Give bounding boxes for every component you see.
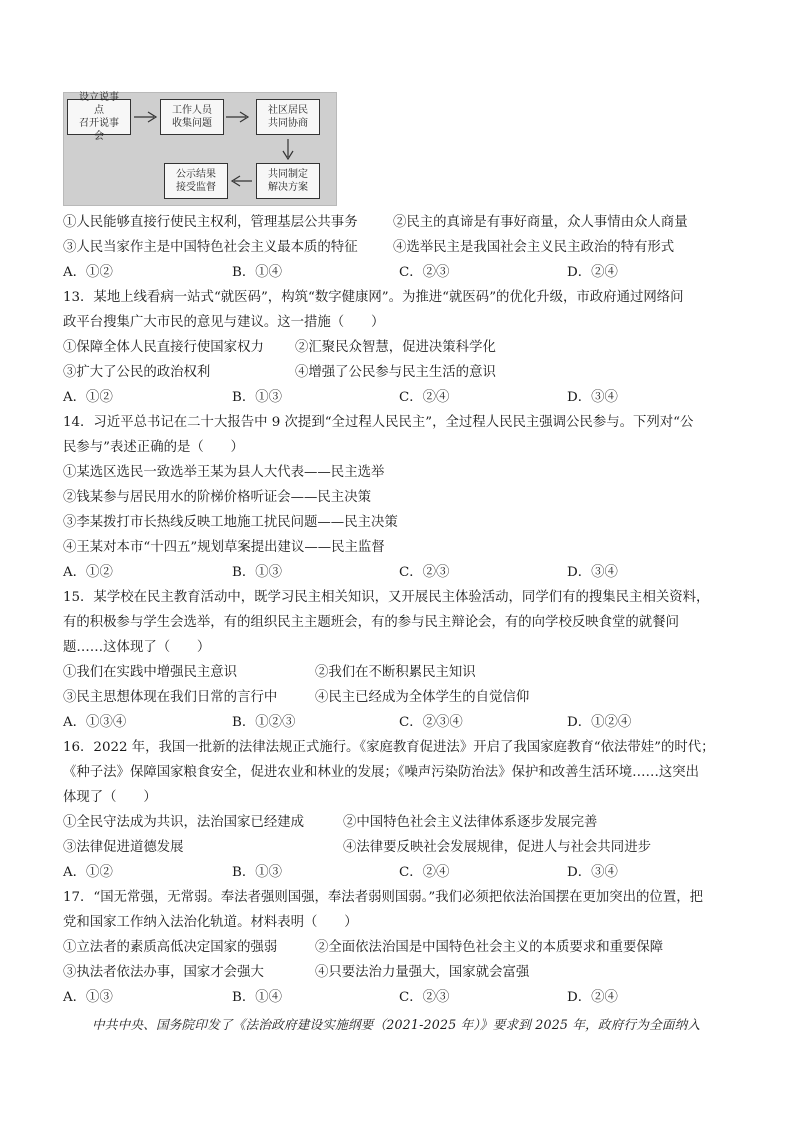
- q12-choice-c: C．②③: [399, 265, 450, 280]
- q16-option-3: ③法律促进道德发展: [63, 840, 184, 855]
- flow-step-2-label: 工作人员 收集问题: [172, 105, 212, 129]
- q13-option-3: ③扩大了公民的政治权利: [63, 365, 211, 380]
- flow-step-4-label: 共同制定 解决方案: [268, 169, 308, 193]
- flow-step-1-label: 设立说事点 召开说事会: [79, 92, 119, 142]
- flow-step-4: [256, 163, 320, 199]
- q17-option-1: ①立法者的素质高低决定国家的强弱: [63, 940, 278, 955]
- q17-stem-line-1: 17．“国无常强，无常弱。奉法者强则国强，奉法者弱则国弱。”我们必须把依法治国摆在更加突出的位置，把: [63, 890, 703, 905]
- q15-stem-line-1: 15．某学校在民主教育活动中，既学习民主相关知识，又开展民主体验活动，同学们有的搜集民主相关资料，: [63, 590, 710, 605]
- q17-option-2: ②全面依法治国是中国特色社会主义的本质要求和重要保障: [315, 940, 664, 955]
- q15-choice-a: A．①③④: [63, 715, 127, 730]
- q16-option-4: ④法律要反映社会发展规律，促进人与社会共同进步: [343, 840, 651, 855]
- q13-choice-a: A．①②: [63, 390, 113, 405]
- flow-step-5-label: 公示结果 接受监督: [176, 169, 216, 193]
- q14-option-3: ③李某拨打市长热线反映工地施工扰民问题——民主决策: [63, 515, 398, 530]
- q12-choice-a: A．①②: [63, 265, 113, 280]
- q12-choice-b: B．①④: [232, 265, 283, 280]
- q12-option-2: ②民主的真谛是有事好商量，众人事情由众人商量: [393, 215, 688, 230]
- q16-choice-c: C．②④: [399, 865, 450, 880]
- flow-step-5: [164, 163, 228, 199]
- q16-option-2: ②中国特色社会主义法律体系逐步发展完善: [343, 815, 598, 830]
- q12-option-4: ④选举民主是我国社会主义民主政治的特有形式: [393, 240, 675, 255]
- q14-choice-a: A．①②: [63, 565, 113, 580]
- q17-stem-line-2: 党和国家工作纳入法治化轨道。材料表明（ ）: [63, 915, 358, 930]
- q12-option-3: ③人民当家作主是中国特色社会主义最本质的特征: [63, 240, 358, 255]
- q13-stem-line-1: 13．某地上线看病一站式“就医码”，构筑“数字健康网”。为推进“就医码”的优化升级，市政府通过网络问: [63, 290, 684, 305]
- q16-choice-b: B．①③: [232, 865, 283, 880]
- q16-choice-a: A．①②: [63, 865, 113, 880]
- q13-choice-c: C．②④: [399, 390, 450, 405]
- q13-choice-d: D．③④: [567, 390, 618, 405]
- flow-step-1: [67, 92, 131, 142]
- q15-choice-b: B．①②③: [232, 715, 296, 730]
- q14-option-2: ②钱某参与居民用水的阶梯价格听证会——民主决策: [63, 490, 371, 505]
- q15-choice-c: C．②③④: [399, 715, 463, 730]
- q13-option-4: ④增强了公民参与民主生活的意识: [295, 365, 496, 380]
- q14-choice-d: D．③④: [567, 565, 618, 580]
- q15-option-4: ④民主已经成为全体学生的自觉信仰: [315, 690, 530, 705]
- q14-stem-line-2: 民参与”表述正确的是（ ）: [63, 440, 244, 455]
- q17-choice-d: D．②④: [567, 990, 618, 1005]
- q15-stem-line-2: 有的积极参与学生会选举，有的组织民主主题班会，有的参与民主辩论会，有的向学校反映食堂的就餐问: [63, 615, 679, 630]
- q17-choice-b: B．①④: [232, 990, 283, 1005]
- q15-option-1: ①我们在实践中增强民主意识: [63, 665, 238, 680]
- flow-step-3: [256, 99, 320, 135]
- q16-stem-line-3: 体现了（ ）: [63, 790, 157, 805]
- q16-choice-d: D．③④: [567, 865, 618, 880]
- q15-option-2: ②我们在不断积累民主知识: [315, 665, 476, 680]
- q15-stem-line-3: 题……这体现了（ ）: [63, 640, 211, 655]
- q16-stem-line-1: 16．2022 年，我国一批新的法律法规正式施行。《家庭教育促进法》开启了我国家庭教育“依法带娃”的时代；: [63, 740, 715, 755]
- q15-option-3: ③民主思想体现在我们日常的言行中: [63, 690, 278, 705]
- q17-choice-a: A．①③: [63, 990, 113, 1005]
- q17-option-4: ④只要法治力量强大，国家就会富强: [315, 965, 530, 980]
- q18-material-line: 中共中央、国务院印发了《法治政府建设实施纲要（2021-2025 年）》要求到 2025 年，政府行为全面纳入: [92, 1017, 701, 1032]
- q14-choice-c: C．②③: [399, 565, 450, 580]
- flow-step-2: [160, 99, 224, 135]
- q12-choice-d: D．②④: [567, 265, 618, 280]
- q14-choice-b: B．①③: [232, 565, 283, 580]
- q13-option-2: ②汇聚民众智慧，促进决策科学化: [295, 340, 496, 355]
- q17-choice-c: C．②③: [399, 990, 450, 1005]
- q13-choice-b: B．①③: [232, 390, 283, 405]
- flow-step-3-label: 社区居民 共同协商: [268, 105, 308, 129]
- q16-option-1: ①全民守法成为共识，法治国家已经建成: [63, 815, 305, 830]
- q13-option-1: ①保障全体人民直接行使国家权力: [63, 340, 264, 355]
- q14-stem-line-1: 14．习近平总书记在二十大报告中 9 次提到“全过程人民民主”，全过程人民民主强调公民参与。下列对“公: [63, 415, 694, 430]
- q17-option-3: ③执法者依法办事，国家才会强大: [63, 965, 264, 980]
- q14-option-1: ①某选区选民一致选举王某为县人大代表——民主选举: [63, 465, 385, 480]
- q16-stem-line-2: 《种子法》保障国家粮食安全，促进农业和林业的发展；《噪声污染防治法》保护和改善生活环境……这突出: [63, 765, 700, 780]
- q15-choice-d: D．①②④: [567, 715, 632, 730]
- flow-diagram: [63, 92, 337, 206]
- q12-option-1: ①人民能够直接行使民主权利，管理基层公共事务: [63, 215, 358, 230]
- q14-option-4: ④王某对本市“十四五”规划草案提出建议——民主监督: [63, 540, 385, 555]
- q13-stem-line-2: 政平台搜集广大市民的意见与建议。这一措施（ ）: [63, 315, 385, 330]
